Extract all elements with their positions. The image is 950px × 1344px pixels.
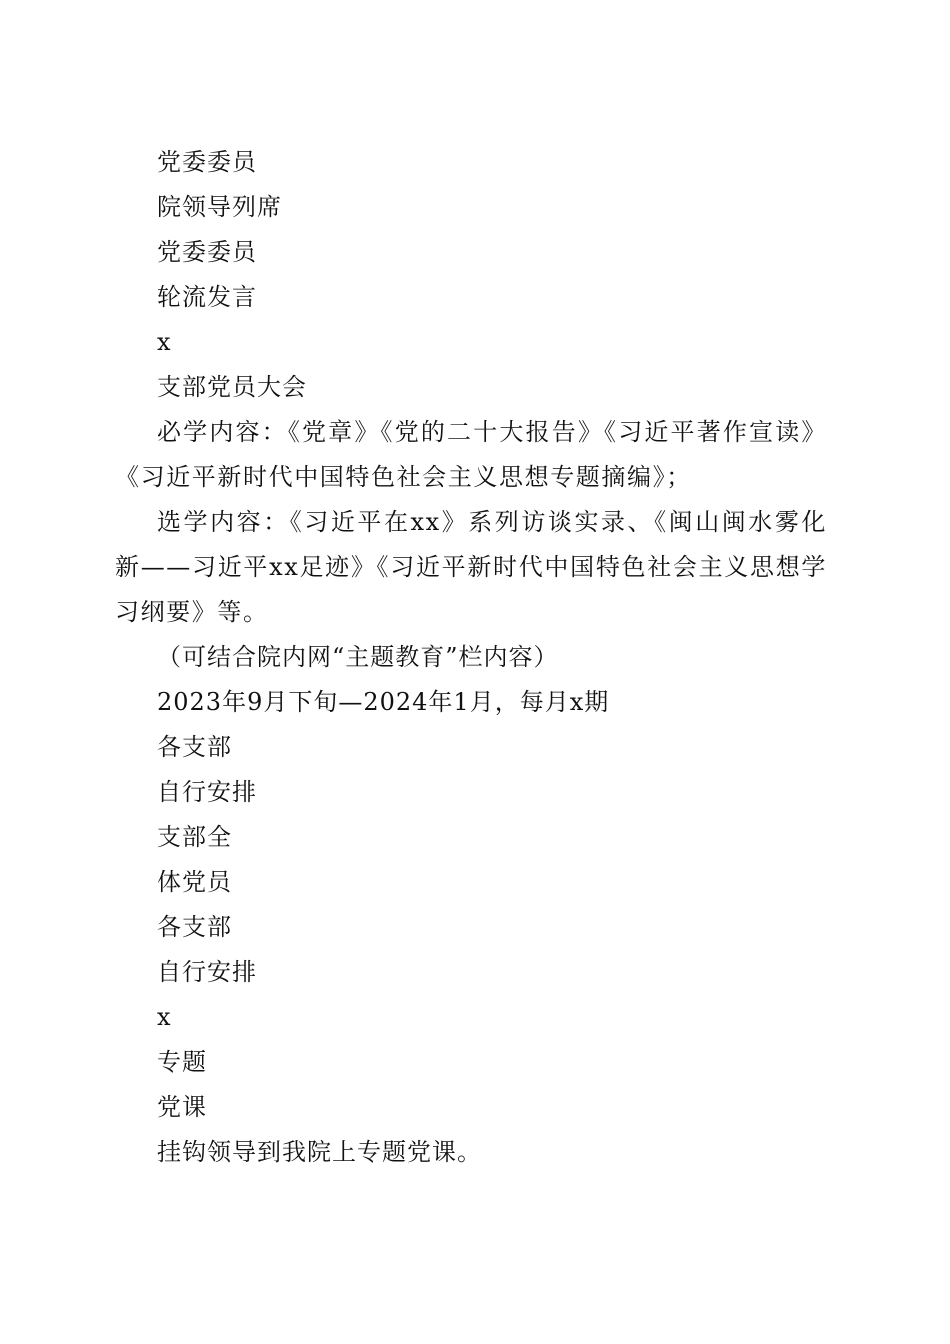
text-line: 党委委员 <box>157 148 257 176</box>
text-line: （可结合院内网“主题教育”栏内容） <box>157 643 559 671</box>
optional-content-paragraph: 选学内容：《习近平在xx》系列访谈实录、《闽山闽水雾化新——习近平xx足迹》《习近平新时代中国特色社会主义思想学习纲要》等。 <box>115 508 827 626</box>
text-line: x <box>157 328 172 356</box>
text-line: 体党员 <box>157 868 232 896</box>
text-line: 自行安排 <box>157 958 257 986</box>
text-line: 各支部 <box>157 913 232 941</box>
text-line: 党课 <box>157 1093 207 1121</box>
text-line: 支部党员大会 <box>157 373 307 401</box>
document-body <box>115 140 827 1175</box>
required-content-paragraph: 必学内容：《党章》《党的二十大报告》《习近平著作宣读》《习近平新时代中国特色社会主义思想专题摘编》； <box>115 418 827 491</box>
text-line: x <box>157 1003 172 1031</box>
text-line: 专题 <box>157 1048 207 1076</box>
text-line: 党委委员 <box>157 238 257 266</box>
schedule-line: 2023年9月下旬—2024年1月，每月x期 <box>157 688 610 716</box>
text-line: 各支部 <box>157 733 232 761</box>
text-line: 轮流发言 <box>157 283 257 311</box>
text-line: 自行安排 <box>157 778 257 806</box>
text-line: 院领导列席 <box>157 193 282 221</box>
text-line: 挂钩领导到我院上专题党课。 <box>157 1138 482 1166</box>
text-line: 支部全 <box>157 823 232 851</box>
